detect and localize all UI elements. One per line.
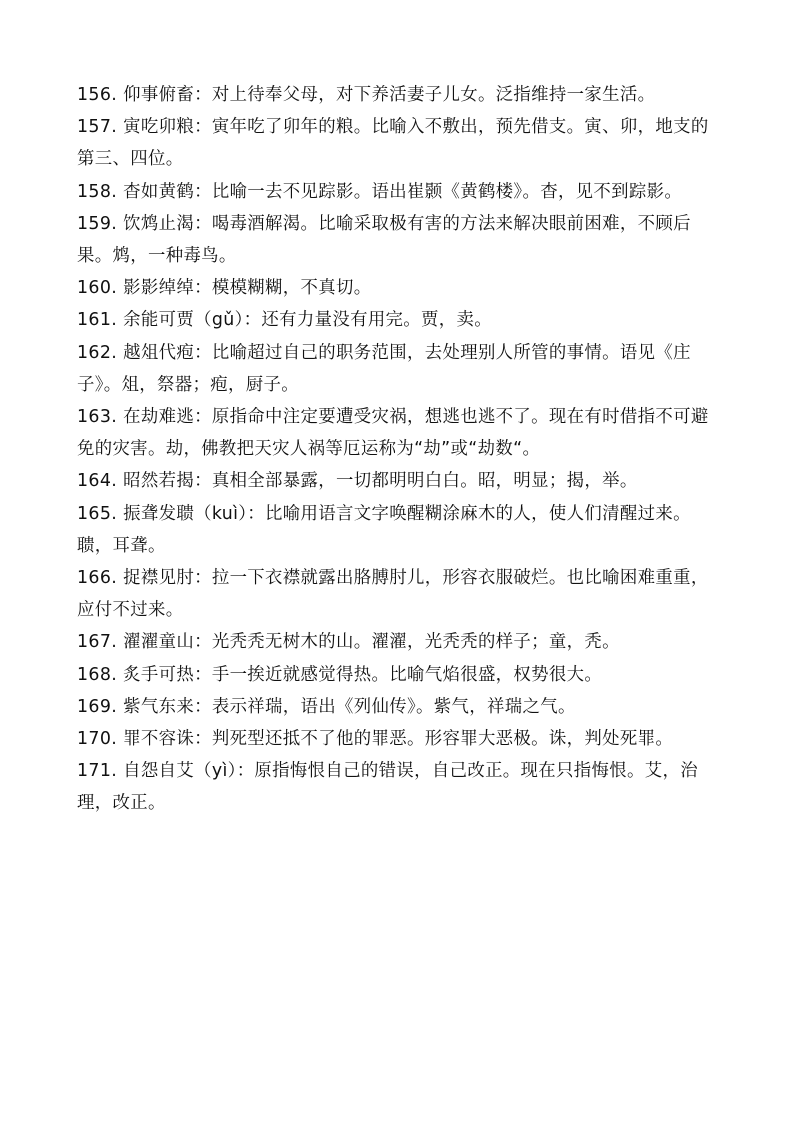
entry-number: 159. bbox=[77, 213, 118, 234]
entry-text: 越俎代疱：比喻超过自己的职务范围，去处理别人所管的事情。语见《庄子》。俎，祭器；疱，厨子。 bbox=[77, 342, 691, 395]
entry-text: 捉襟见肘：拉一下衣襟就露出胳膊肘儿，形容衣服破烂。也比喻困难重重，应付不过来。 bbox=[77, 568, 709, 621]
entry-169 bbox=[77, 691, 720, 723]
entry-text: 昭然若揭：真相全部暴露，一切都明明白白。昭，明显；揭，举。 bbox=[123, 471, 638, 492]
entry-165 bbox=[77, 498, 720, 562]
entry-text: 自怨自艾（yì）：原指悔恨自己的错误，自己改正。现在只指悔恨。艾，治理，改正。 bbox=[77, 761, 698, 814]
entry-number: 162. bbox=[77, 342, 118, 363]
entry-text: 仰事俯畜：对上待奉父母，对下养活妻子儿女。泛指维持一家生活。 bbox=[123, 85, 656, 105]
entry-number: 158. bbox=[77, 181, 118, 202]
entry-number: 166. bbox=[77, 568, 118, 589]
entry-164 bbox=[77, 465, 720, 497]
entry-number: 170. bbox=[77, 729, 118, 750]
entry-text: 炙手可热：手一挨近就感觉得热。比喻气焰很盛，权势很大。 bbox=[123, 664, 603, 685]
entry-number: 163. bbox=[77, 407, 118, 428]
entry-number: 165. bbox=[77, 503, 118, 524]
entry-163 bbox=[77, 401, 720, 465]
entry-168 bbox=[77, 659, 720, 691]
entry-number: 161. bbox=[77, 310, 118, 331]
entry-159 bbox=[77, 208, 720, 272]
entry-167 bbox=[77, 626, 720, 658]
entry-text: 在劫难逃：原指命中注定要遭受灾祸，想逃也逃不了。现在有时借指不可避免的灾害。劫，佛教把天灾人祸等厄运称为“劫”或“劫数“。 bbox=[77, 407, 709, 460]
entry-number: 160. bbox=[77, 278, 118, 299]
entry-number: 167. bbox=[77, 632, 118, 653]
entry-text: 杳如黄鹤：比喻一去不见踪影。语出崔颢《黄鹤楼》。杳，见不到踪影。 bbox=[123, 181, 683, 202]
entry-text: 影影绰绰：模模糊糊，不真切。 bbox=[123, 278, 372, 299]
entry-161 bbox=[77, 304, 720, 336]
entry-number: 156. bbox=[77, 85, 118, 105]
entry-number: 157. bbox=[77, 117, 118, 138]
entry-number: 171. bbox=[77, 761, 118, 782]
entry-text: 饮鸩止渴：喝毒酒解渴。比喻采取极有害的方法来解决眼前困难，不顾后果。鸩，一种毒鸟。 bbox=[77, 213, 691, 267]
entry-text: 紫气东来：表示祥瑞，语出《列仙传》。紫气，祥瑞之气。 bbox=[123, 696, 576, 717]
entry-text: 寅吃卯粮：寅年吃了卯年的粮。比喻入不敷出，预先借支。寅、卯，地支的第三、四位。 bbox=[77, 117, 709, 170]
entry-157 bbox=[77, 111, 720, 175]
entry-158 bbox=[77, 176, 720, 208]
entry-text: 罪不容诛：判死型还抵不了他的罪恶。形容罪大恶极。诛，判处死罪。 bbox=[123, 729, 674, 750]
entry-text: 濯濯童山：光秃秃无树木的山。濯濯，光秃秃的样子；童，秃。 bbox=[123, 632, 620, 653]
entry-156 bbox=[77, 79, 720, 111]
entry-number: 169. bbox=[77, 696, 118, 717]
entry-number: 164. bbox=[77, 471, 118, 492]
entry-162 bbox=[77, 337, 720, 401]
entry-160 bbox=[77, 272, 720, 304]
entry-170 bbox=[77, 723, 720, 755]
entry-text: 余能可贾（gǔ）：还有力量没有用完。贾，卖。 bbox=[123, 310, 493, 331]
entry-number: 168. bbox=[77, 664, 118, 685]
entry-166 bbox=[77, 562, 720, 626]
entry-171 bbox=[77, 755, 720, 819]
entry-text: 振聋发聩（kuì）：比喻用语言文字唤醒糊涂麻木的人，使人们清醒过来。聩，耳聋。 bbox=[77, 503, 691, 556]
